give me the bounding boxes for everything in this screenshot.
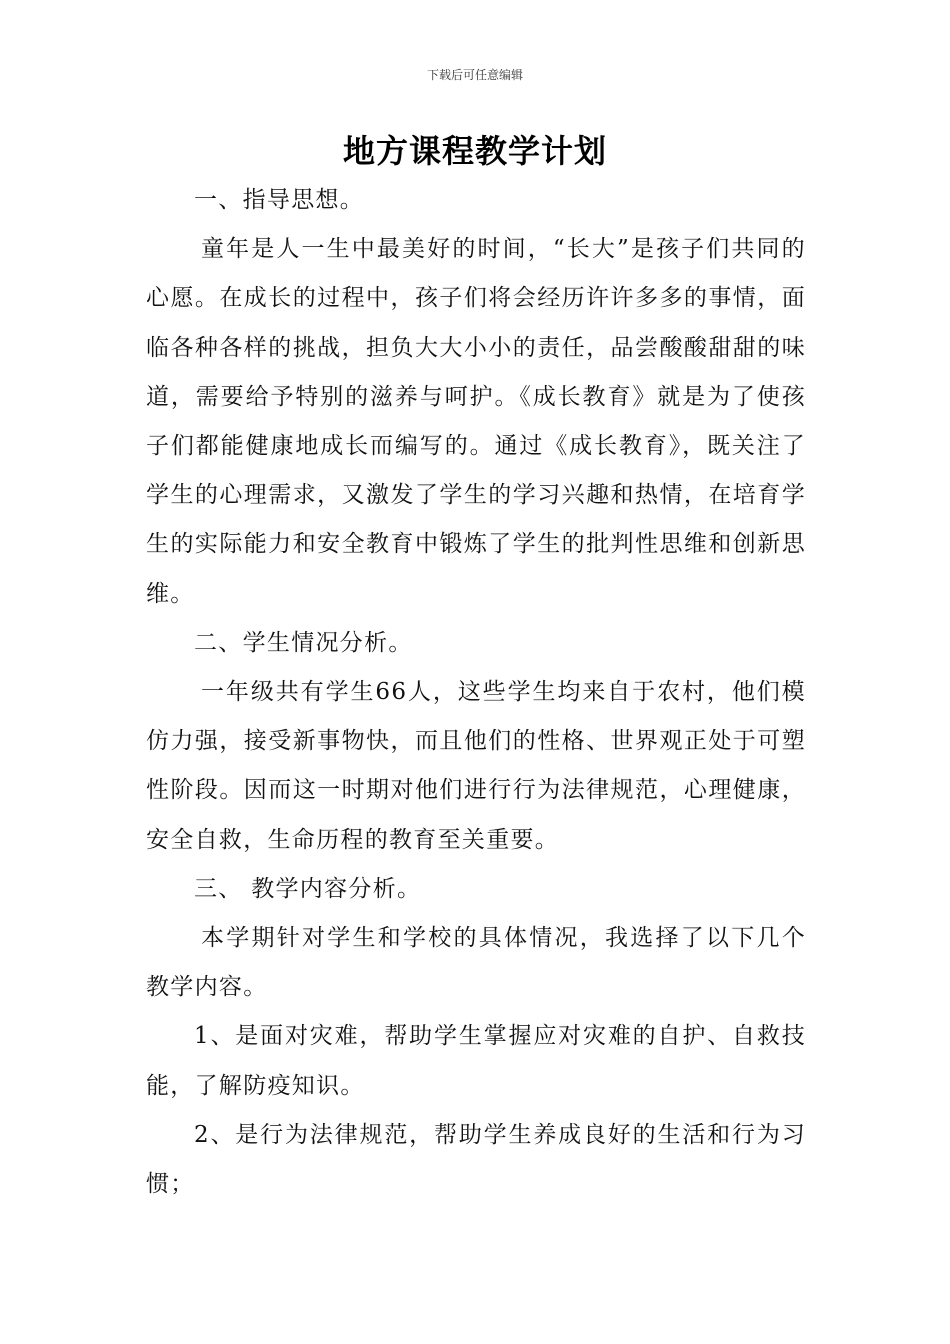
section-heading-student-analysis: 二、学生情况分析。 [194, 629, 413, 656]
paragraph-student-analysis: 一年级共有学生66人，这些学生均来自于农村，他们模仿力强，接受新事物快，而且他们的性格、世界观正处于可塑性阶段。因而这一时期对他们进行行为法律规范，心理健康，安全自救，生命历程的教育至关重要。 [146, 679, 806, 853]
section-heading-guiding-thought: 一、指导思想。 [194, 187, 365, 213]
paragraph-guiding-thought: 童年是人一生中最美好的时间，“长大”是孩子们共同的心愿。在成长的过程中，孩子们将会经历许许多多的事情，面临各种各样的挑战，担负大大小小的责任，品尝酸酸甜甜的味道，需要给予特别的滋养与呵护。《成长教育》就是为了使孩子们都能健康地成长而编写的。通过《成长教育》，既关注了学生的心理需求，又激发了学生的学习兴趣和热情，在培育学生的实际能力和安全教育中锻炼了学生的批判性思维和创新思维。 [146, 236, 806, 607]
document-title: 地方课程教学计划 [342, 132, 607, 170]
header-note: 下载后可任意编辑 [426, 68, 523, 82]
paragraph-content-analysis: 本学期针对学生和学校的具体情况，我选择了以下几个教学内容。 [146, 925, 806, 1001]
list-item-1: 1、是面对灾难，帮助学生掌握应对灾难的自护、自救技能，了解防疫知识。 [146, 1023, 806, 1099]
section-heading-content-analysis: 三、 教学内容分析。 [194, 875, 422, 902]
list-item-2: 2、是行为法律规范，帮助学生养成良好的生活和行为习惯； [146, 1121, 806, 1198]
document-body [146, 176, 806, 1209]
